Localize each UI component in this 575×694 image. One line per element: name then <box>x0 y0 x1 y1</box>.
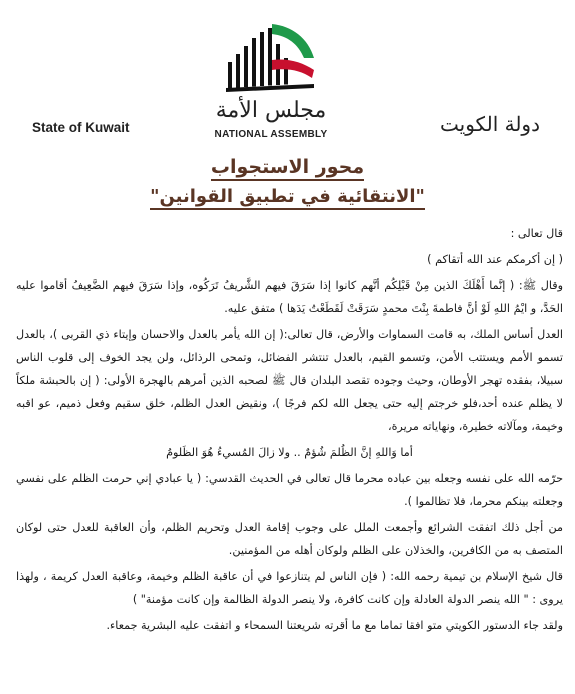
logo-pillar <box>228 62 232 88</box>
logo-pillars <box>228 28 288 88</box>
assembly-name-english: NATIONAL ASSEMBLY <box>214 129 328 140</box>
paragraph-verse-intro: قال تعالى : <box>510 227 563 240</box>
logo-pillar <box>244 46 248 87</box>
subtitle-text: "الانتقائية في تطبيق القوانين" <box>150 186 425 210</box>
paragraph-hadith: وقال ﷺ: ( إنَّما أَهْلَكَ الذين مِنْ قَبْلِكُم أنَّهم كانوا إذا سَرَقَ فيهم الشَّريفُ تَرَكُوه، وإذا سَرَقَ فيهم الضَّعِيفُ أقاموا عليه الحَدَّ، و ايْمُ اللهِ لَوْ أنَّ فاطمةَ بِنْتَ محمدٍ سَرَقَتْ لَقَطَعْتُ يَدَها ) متفق عليه. <box>16 279 563 315</box>
national-assembly-logo <box>222 18 318 96</box>
logo-pillar <box>268 28 272 86</box>
paragraph-constitution: ولقد جاء الدستور الكويتي متو افقا تماما مع ما أقرته شريعتنا السمحاء و اتفقت عليه البشرية جمعاء. <box>106 619 563 632</box>
interpellation-axis-title <box>120 156 455 178</box>
document-body <box>16 222 563 637</box>
axis-title-text: محور الاستجواب <box>211 156 364 181</box>
logo-pillar <box>260 32 264 86</box>
interpellation-subtitle <box>100 186 475 207</box>
state-name-arabic: دولة الكويت <box>440 112 540 136</box>
assembly-name-arabic: مجلس الأمة <box>215 98 327 123</box>
logo-pillar <box>236 54 240 88</box>
paragraph-poem: أما وَاللهِ إنَّ الظُلمَ شُؤمٌ .. ولا زالَ المُسيءُ هُوَ الظَلومُ <box>166 446 413 459</box>
paragraph-justice: العدل أساس الملك، به قامت السماوات والأرض، قال تعالى:( إن الله يأمر بالعدل والاحسان وإيتاء ذي القربى )، بالعدل تسمو الأمم ويستتب الأمن، وتسمو القيم، بالعدل تنتشر الفضائل، وتمحى الرذائل، ولن يجد الخوف إلى قلوب الناس سبيلا، بفقده تهجر الأوطان، وحيث وجوده تقصد البلدان قال ﷺ لصحبه الذين أمرهم بالهجرة الأولى: ( إن بالحبشة ملكاً لا يظلم عنده أحد،فلو خرجتم إليه حتى يجعل الله لكم فرجًا )، ونقيض العدل الظلم، خلق سقيم وفعل ذميم، عو اقبه وخيمة، ومآلاته خطيرة، ونهاياته مريرة، <box>16 328 563 433</box>
paragraph-verse: ( إن أكرمكم عند الله أتقاكم ) <box>427 253 563 266</box>
paragraph-laws: من أجل ذلك اتفقت الشرائع وأجمعت الملل على وجوب إقامة العدل وتحريم الظلم، وأن العاقبة للعدل حتى لوكان المتصف به من الكافرين، والخذلان على الظلم ولوكان أهله من المؤمنين. <box>16 521 563 557</box>
logo-pillar <box>252 38 256 87</box>
paragraph-qudsi: حرّمه الله على نفسه وجعله بين عباده محرما قال تعالى في الحديث القدسي: ( يا عبادي إني حرمت الظلم على نفسي وجعلته بينكم محرما، فلا تظالموا ). <box>16 472 563 508</box>
state-name-english: State of Kuwait <box>32 120 130 135</box>
paragraph-ibn-taymiyyah: قال شيخ الإسلام بن تيمية رحمه الله: ( فإن الناس لم يتنازعوا في أن عاقبة الظلم وخيمة، وعاقبة العدل كريمة ، ولهذا يروى : " الله ينصر الدولة العادلة وإن كانت كافرة، ولا ينصر الدولة الظالمة وإن كانت مؤمنة" ) <box>16 570 563 606</box>
